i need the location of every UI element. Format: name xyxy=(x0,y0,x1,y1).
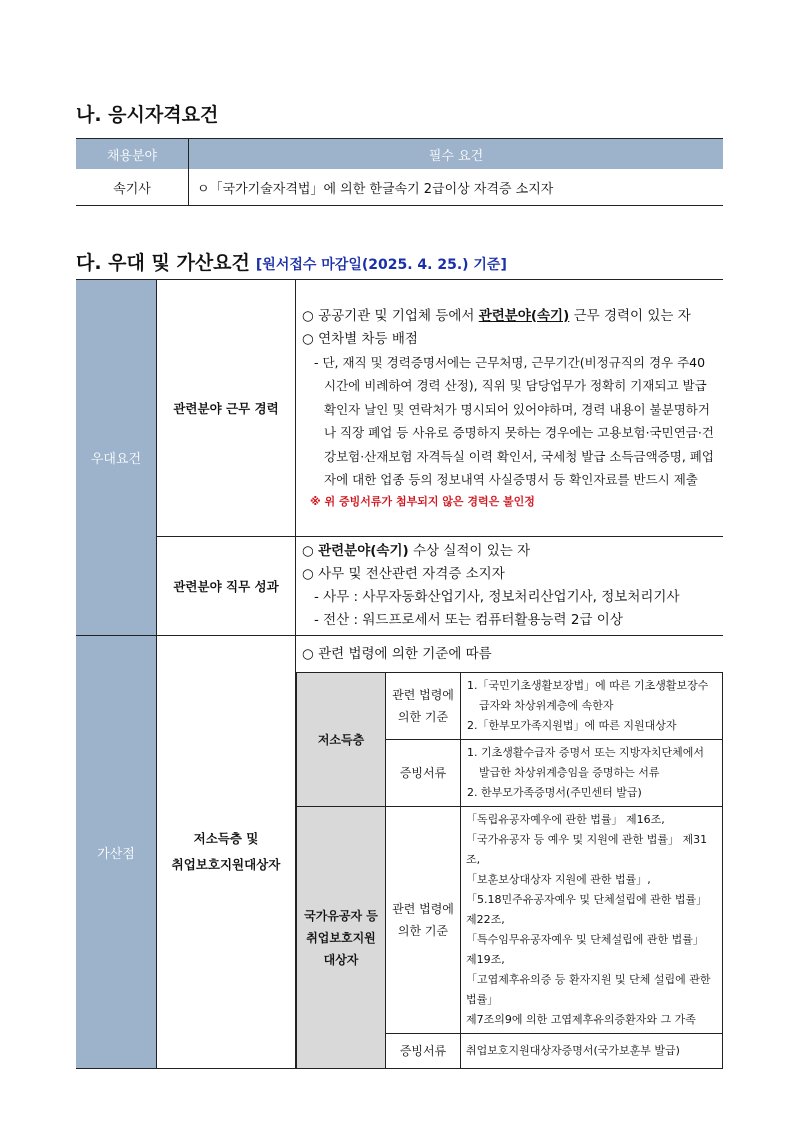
work-warning: ※ 위 증빙서류가 첨부되지 않은 경력은 불인정 xyxy=(310,494,535,508)
perf-line1-pre: ○ xyxy=(302,543,319,559)
perf-line1-highlight: 관련분야(속기) xyxy=(318,543,409,559)
cell-requirement: ㅇ「국가기술자격법」에 의한 한글속기 2급이상 자격증 소지자 xyxy=(197,181,554,197)
sub-bonus-line1: 저소득층 및 xyxy=(193,831,259,846)
table-row xyxy=(297,807,723,1034)
table-row xyxy=(76,169,723,206)
section-b-subtitle: [원서접수 마감일(2025. 4. 25.) 기준] xyxy=(255,257,507,273)
list-item: 「특수임무유공자예우 및 단체설립에 관한 법률」 제19조, xyxy=(466,933,704,966)
perf-line2: ○ 사무 및 전산관련 자격증 소지자 xyxy=(302,566,505,582)
low-income-doc-label: 증빙서류 xyxy=(386,740,461,807)
work-detail: - 단, 재직 및 경력증명서에는 근무처명, 근무기간(비정규직의 경우 주40시간에 비례하여 경력 산정), 직위 및 담당업무가 정확히 기재되고 발급확인자 날인 및 연락처가 명시되어 있어야하며, 경력 내용이 불분명하거나 직장 폐업 등 사유로 증명하지 못하는 경우에는 고용보험·국민연금·건강보험·산재보험 자격득실 이력 확인서, 국세청 발급 소득금액증명, 폐업자에 대한 업종 등의 정보내역 사실증명서 등 확인자료를 반드시 제출 xyxy=(314,354,714,487)
sub-performance: 관련분야 직무 성과 xyxy=(157,537,296,636)
category-preference: 우대요건 xyxy=(76,280,157,636)
list-item: 「5.18민주유공자예우 및 단체설립에 관한 법률」 제22조, xyxy=(466,893,708,926)
bonus-content xyxy=(296,636,724,1069)
sub-bonus xyxy=(157,636,296,1069)
table-row xyxy=(297,673,723,740)
section-a-title: 나. 응시자격요건 xyxy=(76,104,219,126)
category-bonus: 가산점 xyxy=(76,636,157,1069)
section-b-title xyxy=(76,248,507,275)
table-row xyxy=(76,537,723,636)
veterans-law-label: 관련 법령에 의한 기준 xyxy=(386,807,461,1034)
eligibility-table xyxy=(76,138,723,206)
table-row xyxy=(76,636,723,1069)
perf-line1 xyxy=(302,540,717,563)
perf-line4: - 전산 : 워드프로세서 또는 컴퓨터활용능력 2급 이상 xyxy=(314,612,623,628)
cell-field: 속기사 xyxy=(76,169,189,206)
perf-line3: - 사무 : 사무자동화산업기사, 정보처리산업기사, 정보처리기사 xyxy=(314,589,680,605)
work-line1-post: 근무 경력이 있는 자 xyxy=(569,307,691,324)
veterans-doc-label: 증빙서류 xyxy=(386,1034,461,1069)
sub-work-experience: 관련분야 근무 경력 xyxy=(157,280,296,537)
col-header-field: 채용분야 xyxy=(76,139,189,170)
table-row xyxy=(76,280,723,537)
work-experience-content xyxy=(296,280,724,537)
group-low-income: 저소득층 xyxy=(297,673,386,807)
bonus-intro: ○ 관련 법령에 의한 기준에 따름 xyxy=(302,646,492,662)
low-income-law-list xyxy=(461,673,723,740)
perf-line1-post: 수상 실적이 있는 자 xyxy=(408,543,531,559)
work-line1 xyxy=(302,305,717,328)
sub-bonus-line2: 취업보호지원대상자 xyxy=(171,857,281,872)
list-item: 1. 기초생활수급자 증명서 또는 지방자치단체에서 발급한 차상위계층임을 증명하는 서류 xyxy=(467,746,704,779)
list-item: 「고엽제후유의증 등 환자지원 및 단체 설립에 관한 법률」 xyxy=(466,973,711,1006)
group-veterans: 국가유공자 등 취업보호지원 대상자 xyxy=(297,807,386,1069)
veterans-law-list xyxy=(461,807,723,1034)
low-income-doc-list xyxy=(461,740,723,807)
list-item: 「국가유공자 등 예우 및 지원에 관한 법률」 제31조, xyxy=(466,833,708,866)
veterans-doc-text: 취업보호지원대상자증명서(국가보훈부 발급) xyxy=(461,1034,723,1069)
section-b-title-text: 다. 우대 및 가산요건 xyxy=(76,252,250,274)
list-item: 1.「국민기초생활보장법」에 따른 기초생활보장수급자와 차상위계층에 속한자 xyxy=(467,679,709,712)
list-item: 2. 한부모가족증명서(주민센터 발급) xyxy=(467,786,642,799)
list-item: 「보훈보상대상자 지원에 관한 법률」, xyxy=(466,873,651,886)
list-item: 제7조의9에 의한 고엽제후유의증환자와 그 가족 xyxy=(466,1013,696,1026)
work-line2: ○ 연차별 차등 배점 xyxy=(302,330,418,347)
performance-content xyxy=(296,537,724,636)
work-line1-pre: ○ 공공기관 및 기업체 등에서 xyxy=(302,307,479,324)
col-header-requirement: 필수 요건 xyxy=(189,139,724,170)
preference-table xyxy=(76,279,723,1069)
bonus-detail-table xyxy=(296,672,723,1068)
list-item: 「독립유공자예우에 관한 법률」 제16조, xyxy=(466,813,665,826)
work-line1-highlight: 관련분야(속기) xyxy=(478,307,570,324)
list-item: 2.「한부모가족지원법」에 따른 지원대상자 xyxy=(467,719,677,732)
low-income-law-label: 관련 법령에 의한 기준 xyxy=(386,673,461,740)
